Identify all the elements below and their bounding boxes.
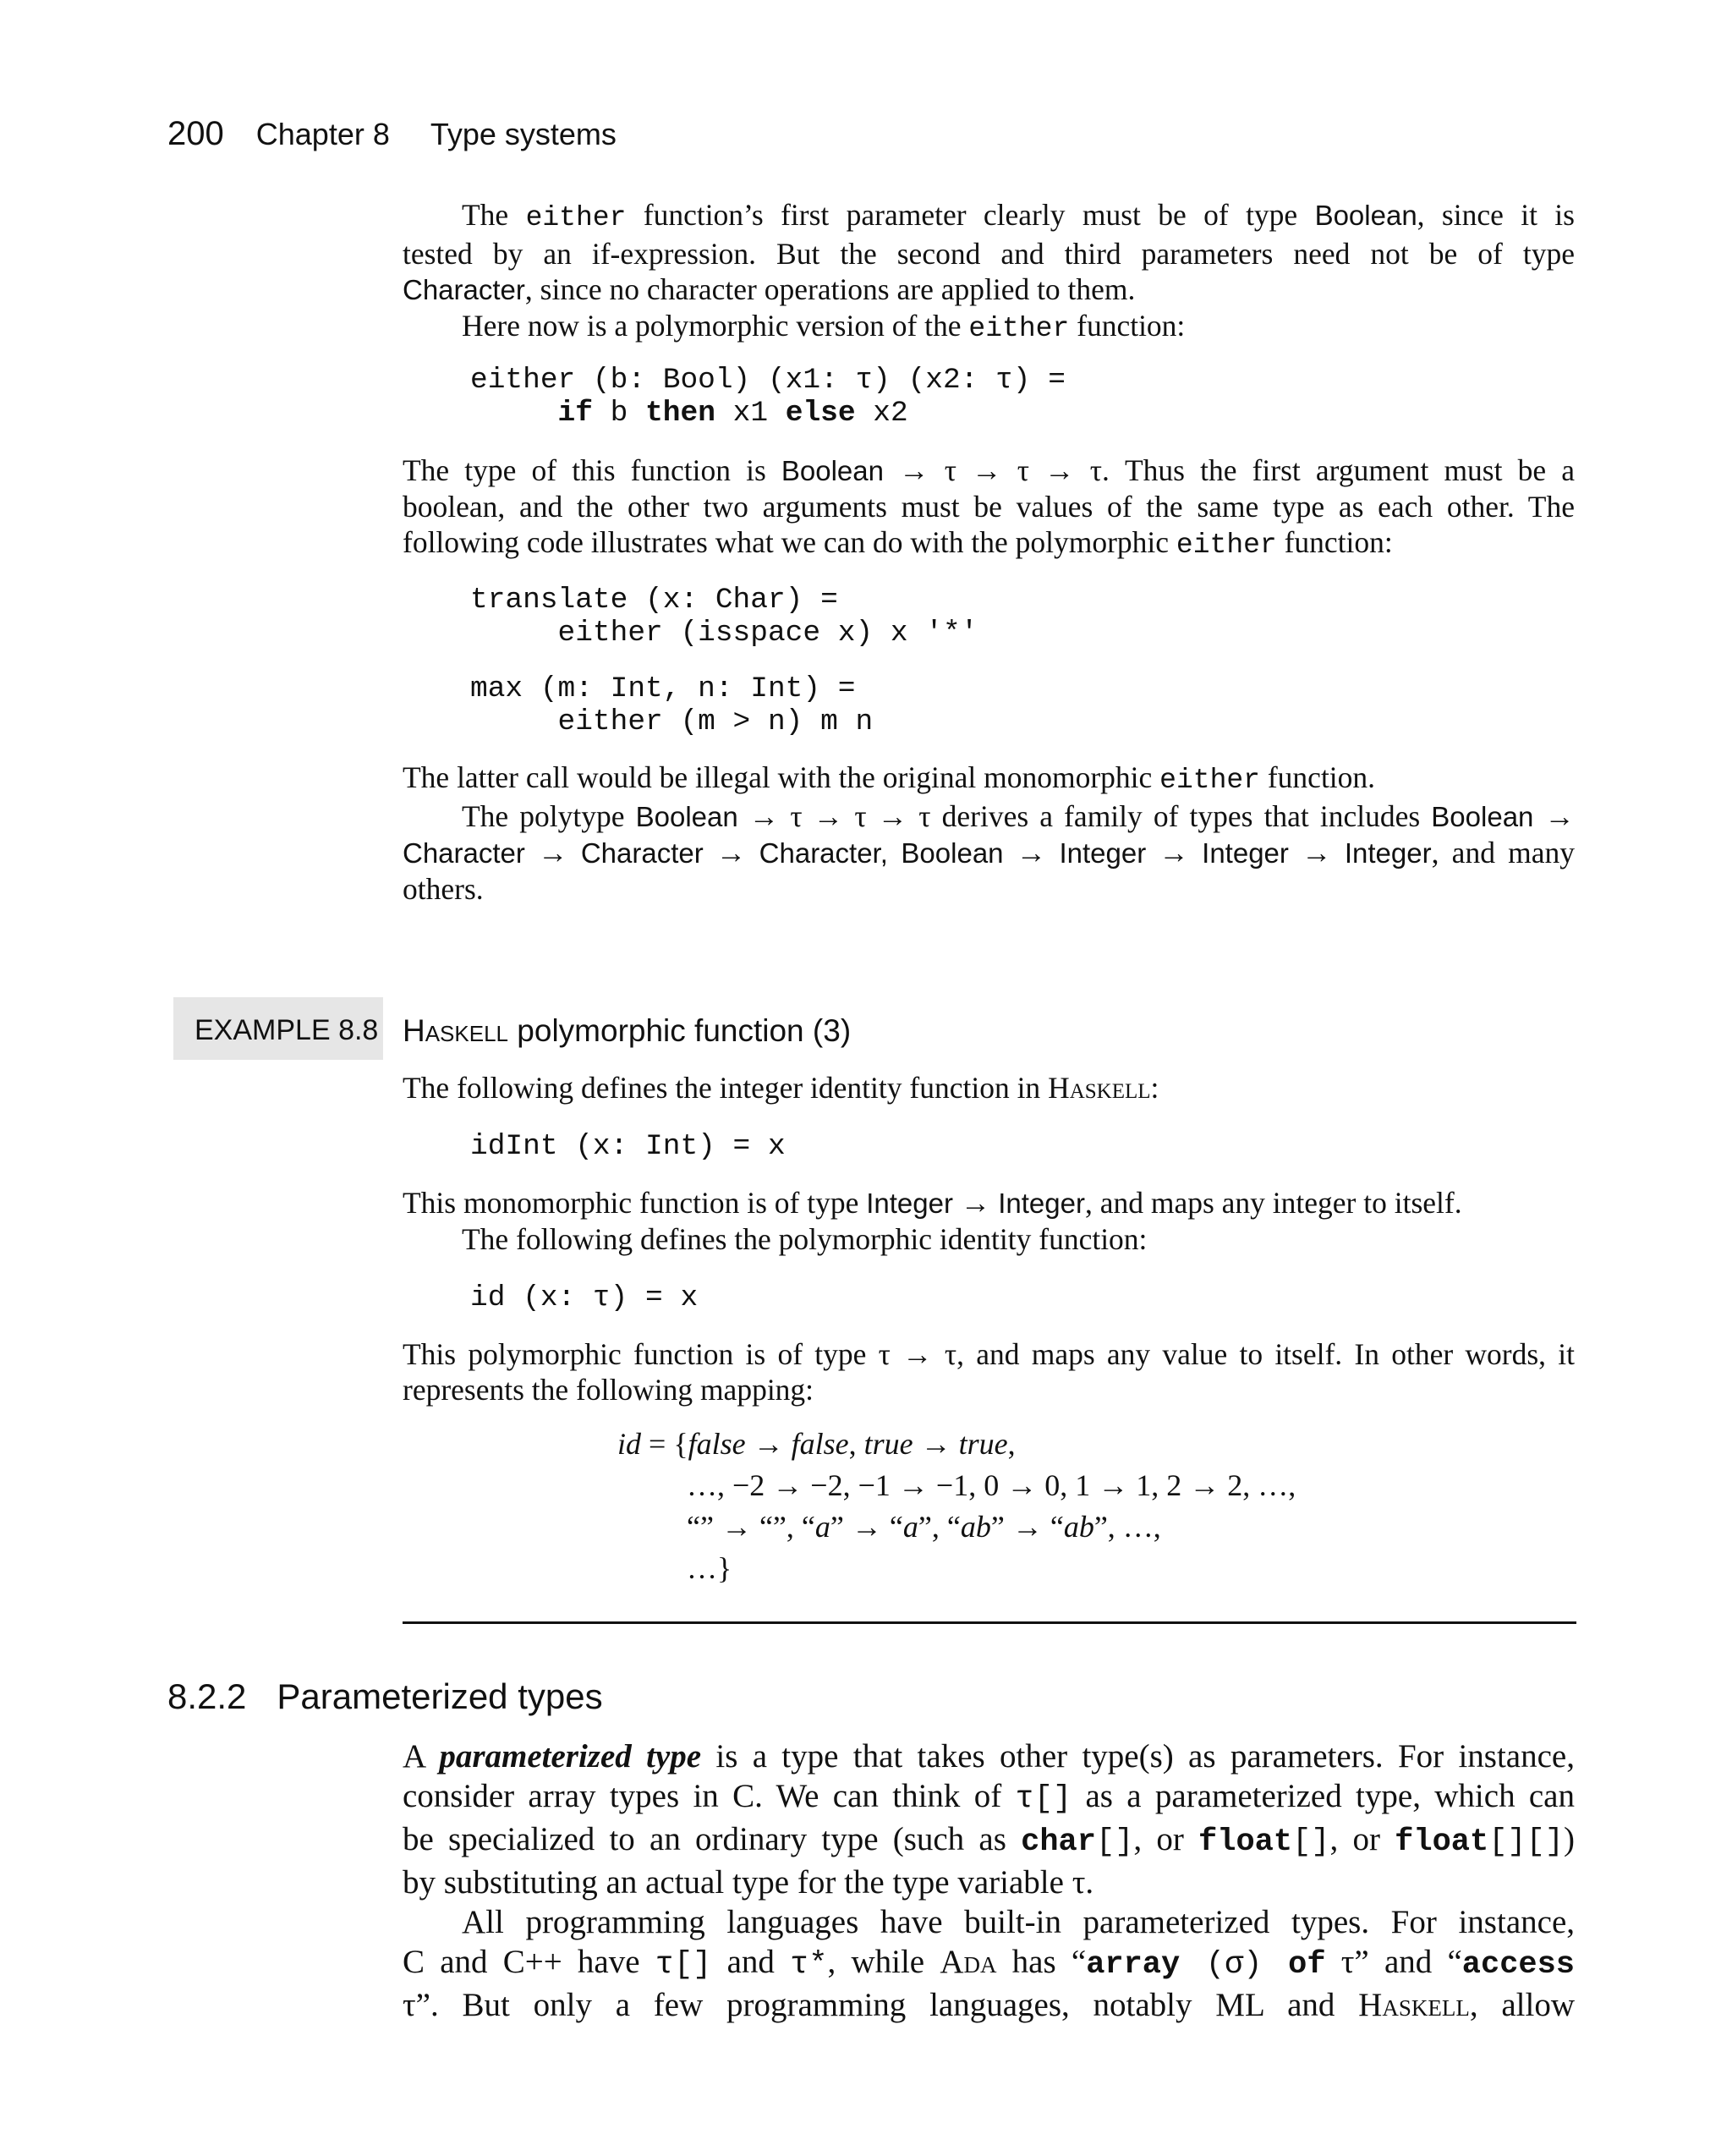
section-heading (167, 1676, 603, 1717)
running-head (167, 115, 617, 153)
mapping-line-2: …, −2 → −2, −1 → −1, 0 → 0, 1 → 1, 2 → 2, …, (687, 1468, 1296, 1502)
code-translate: translate (x: Char) = either (isspace x) x '*' (470, 584, 978, 650)
mapping-line-3: “” → “”, “a” → “a”, “ab” → “ab”, …, (687, 1510, 1161, 1544)
example-title: Haskell polymorphic function (3) (403, 1013, 852, 1048)
mapping-line-1: id = {false → false, true → true, (617, 1427, 1016, 1461)
code-id: id (x: τ) = x (470, 1281, 699, 1314)
chapter-title: Type systems (430, 117, 617, 151)
paragraph-parameterized-types: A parameterized type is a type that takes other type(s) as parameters. For instance, consider array types in C. We can think of τ[] as a parameterized type, which can be specialized to an ordinary type (such as char[], or float[], or float[][]) by substituting an actual type for the type variable τ. All programming languages have built-in parameterized types. For instance, C and C++ have τ[] and τ*, while Ada has “array (σ) of τ” and “access τ”. But only a few programming languages, notably ML and Haskell, allow (403, 1738, 1576, 2023)
paragraph-either-parameters: The either function’s first parameter clearly must be of type Boolean, since it is tested by an if-expression. But the second and third parameters need not be of type Character, since no character operations are applied to them. Here now is a polymorphic version of the either function: (403, 198, 1575, 344)
example-tag: EXAMPLE 8.8 (195, 1014, 379, 1046)
paragraph-either-type: The type of this function is Boolean → τ → τ → τ. Thus the first argument must be a boolean, and the other two arguments must be values of the same type as each other. The following code illustrates what we can do with the polymorphic either function: (403, 453, 1575, 561)
page-number: 200 (167, 115, 224, 152)
mapping-line-4: …} (687, 1551, 732, 1585)
paragraph-monomorphic: This monomorphic function is of type Integer → Integer, and maps any integer to itself. The following defines the polymorphic identity function: (403, 1186, 1462, 1256)
paragraph-polymorphic-id: This polymorphic function is of type τ → τ, and maps any value to itself. In other words, it represents the following mapping: (403, 1337, 1575, 1407)
chapter-label: Chapter 8 (255, 117, 390, 151)
code-either-polymorphic: either (b: Bool) (x1: τ) (x2: τ) = if b then x1 else x2 (470, 364, 1066, 430)
code-idint: idInt (x: Int) = x (470, 1130, 786, 1163)
section-title: Parameterized types (277, 1676, 603, 1716)
paragraph-polytype: The latter call would be illegal with the original monomorphic either function. The polytype Boolean → τ → τ → τ derives a family of types that includes Boolean → Character → Character → Character, Boolean → Integer → Integer → Integer, and many others. (403, 760, 1576, 906)
section-number: 8.2.2 (167, 1676, 247, 1716)
paragraph-idint-intro: The following defines the integer identity function in Haskell: (403, 1071, 1159, 1105)
code-max: max (m: Int, n: Int) = either (m > n) m n (470, 672, 874, 738)
example-end-rule (403, 1621, 1576, 1624)
